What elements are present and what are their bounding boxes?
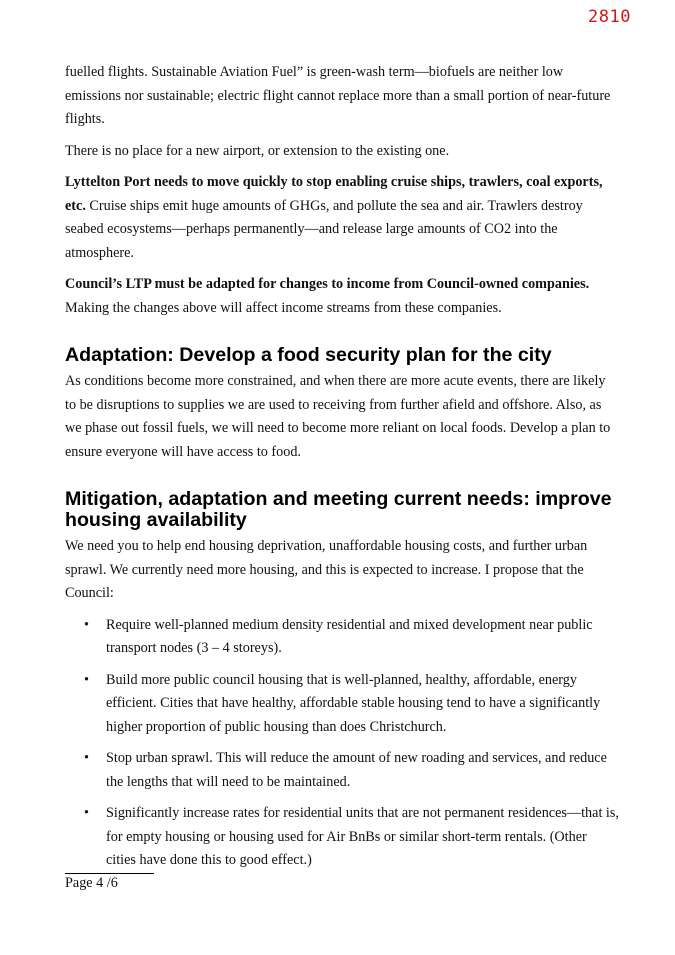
lyttelton-port-body: Cruise ships emit huge amounts of GHGs, and pollute the sea and air. Trawlers destroy seabed ecosystems—perhaps permanently—and release large amounts of CO2 into the atmosphere. bbox=[65, 197, 583, 261]
list-item bbox=[65, 802, 620, 873]
council-ltp-heading: Council’s LTP must be adapted for changes to income from Council-owned companies. bbox=[65, 276, 590, 292]
food-security-paragraph: As conditions become more constrained, and when there are more acute events, there are likely to be disruptions to supplies we are used to receiving from further afield and offshore. Also, as we phase out fossil fuels, we will need to become more reliant on local foods. Develop a plan to ensure everyone will have access to food. bbox=[65, 373, 611, 460]
bullet-icon: • bbox=[84, 616, 89, 633]
list-item bbox=[65, 747, 620, 794]
document-stamp-number: 2810 bbox=[588, 7, 631, 27]
list-item-text: Significantly increase rates for residential units that are not permanent residences—that is, for empty housing or housing used for Air BnBs or similar short-term rentals. (Other cities have done this to good effect.) bbox=[106, 805, 619, 868]
document-body bbox=[65, 61, 620, 881]
council-ltp-body: Making the changes above will affect income streams from these companies. bbox=[65, 299, 502, 316]
housing-availability-heading: Mitigation, adaptation and meeting current needs: improve housing availability bbox=[65, 488, 612, 531]
lyttelton-port-heading: Lyttelton Port needs to move quickly to stop enabling cruise ships, trawlers, coal exports, etc. bbox=[65, 174, 603, 214]
paragraph-aviation-fuel: fuelled flights. Sustainable Aviation Fuel” is green-wash term—biofuels are neither low emissions nor sustainable; electric flight cannot replace more than a small portion of near-future flights. bbox=[65, 64, 611, 127]
housing-intro-paragraph: We need you to help end housing deprivation, unaffordable housing costs, and further urban sprawl. We currently need more housing, and this is expected to increase. I propose that the Council: bbox=[65, 538, 588, 601]
list-item bbox=[65, 669, 620, 740]
council-ltp-block bbox=[65, 273, 620, 320]
food-security-heading: Adaptation: Develop a food security plan for the city bbox=[65, 344, 552, 366]
lyttelton-port-block bbox=[65, 171, 620, 265]
list-item-text: Build more public council housing that is well-planned, healthy, affordable, energy efficient. Cities that have healthy, affordable stable housing tend to have a significantly higher proportion of public housing than does Christchurch. bbox=[106, 671, 601, 735]
list-item bbox=[65, 614, 620, 661]
bullet-icon: • bbox=[84, 750, 89, 766]
housing-proposals-list bbox=[65, 614, 620, 873]
bullet-icon: • bbox=[84, 805, 89, 821]
footer-divider bbox=[65, 873, 154, 874]
footer-page-number: Page 4 /6 bbox=[65, 875, 118, 891]
paragraph-no-airport: There is no place for a new airport, or extension to the existing one. bbox=[65, 142, 450, 159]
list-item-text: Require well-planned medium density residential and mixed development near public transport nodes (3 – 4 storeys). bbox=[106, 616, 593, 656]
bullet-icon: • bbox=[84, 671, 89, 688]
list-item-text: Stop urban sprawl. This will reduce the amount of new roading and services, and reduce the lengths that will need to be maintained. bbox=[106, 750, 607, 790]
